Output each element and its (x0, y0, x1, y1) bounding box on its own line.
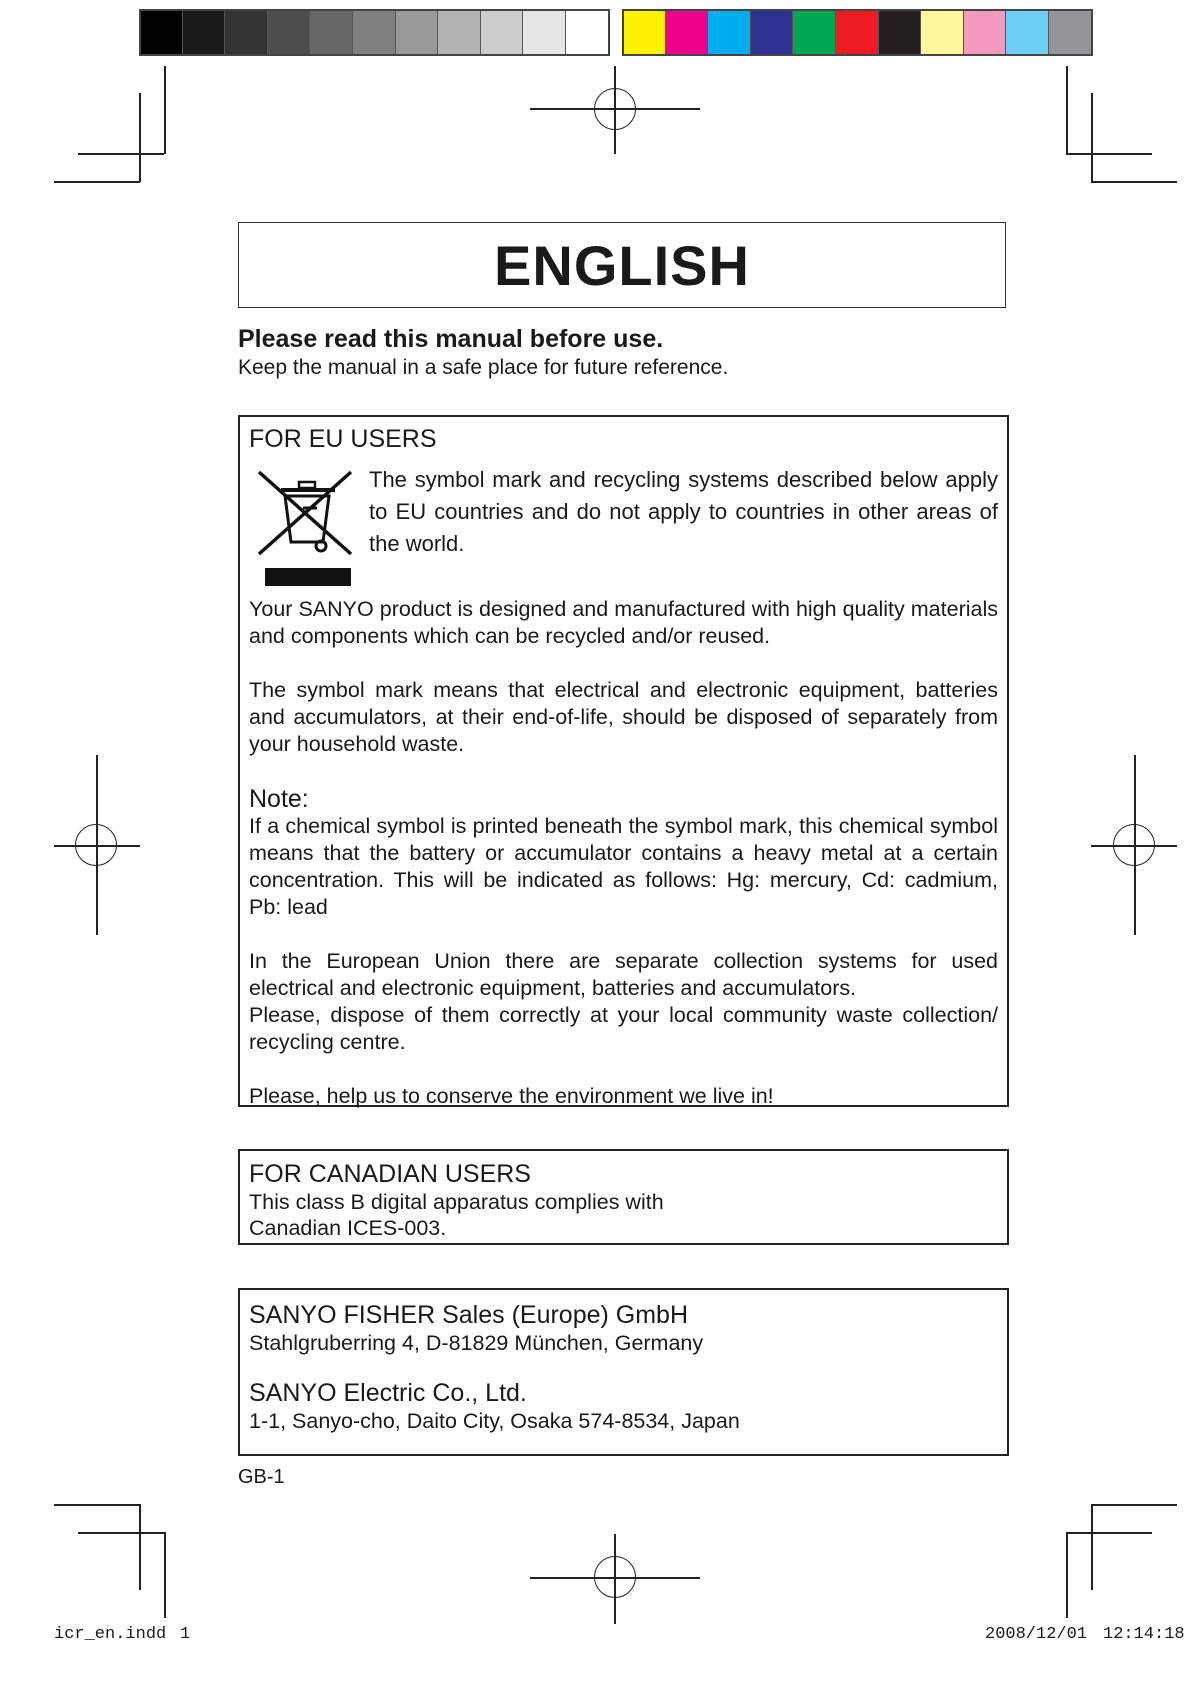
registration-circle (75, 824, 117, 866)
company-1-name: SANYO FISHER Sales (Europe) GmbH (249, 1301, 689, 1329)
intro-heading: Please read this manual before use. (238, 325, 664, 353)
canadian-users-box (238, 1149, 1009, 1245)
eu-paragraph-3: In the European Union there are separate collection systems for used electrical and electronic equipment, batteries and accumulators. (249, 949, 998, 1000)
color-swatch-frame (622, 9, 1093, 56)
crop-mark-line (1091, 93, 1093, 182)
crop-mark-line (78, 1532, 164, 1534)
crop-mark-line (54, 181, 140, 183)
crop-mark-line (1066, 1532, 1068, 1618)
crossed-out-wheelie-bin-icon (255, 468, 359, 588)
note-text: If a chemical symbol is printed beneath the symbol mark, this chemical symbol means that the battery or accumulator contains a heavy metal at a certain concentration. This will be indicated as follows: Hg: mercury, Cd: cadmium, Pb: lead (249, 814, 998, 919)
note-heading: Note: (249, 785, 309, 813)
intro-subtext: Keep the manual in a safe place for future reference. (238, 356, 729, 379)
page-title: ENGLISH (494, 234, 750, 297)
eu-paragraph-4: Please, dispose of them correctly at your local community waste collection/ recycling centre. (249, 1003, 998, 1054)
eu-paragraph-1: Your SANYO product is designed and manufactured with high quality materials and components which can be recycled and/or reused. (249, 597, 998, 648)
crop-mark-line (1091, 1504, 1177, 1506)
title-box (238, 222, 1006, 308)
footer-date: 2008/12/01 (985, 1625, 1088, 1644)
eu-paragraph-2: The symbol mark means that electrical and electronic equipment, batteries and accumulators, at their end-of-life, should be disposed of separately from your household waste. (249, 678, 998, 756)
crop-mark-line (1066, 1532, 1152, 1534)
page-number: GB-1 (238, 1466, 285, 1488)
registration-circle (594, 88, 636, 130)
eu-section-heading: FOR EU USERS (249, 425, 437, 453)
gray-swatch-frame (139, 9, 610, 56)
crop-mark-line (78, 153, 164, 155)
company-1-address: Stahlgruberring 4, D-81829 München, Germany (249, 1331, 704, 1355)
crop-mark-line (139, 1504, 141, 1590)
crop-mark-line (1066, 66, 1068, 154)
eu-users-box (238, 415, 1009, 1107)
canada-line-2: Canadian ICES-003. (249, 1216, 447, 1240)
eu-paragraph-5: Please, help us to conserve the environment we live in! (249, 1084, 774, 1108)
contact-box (238, 1288, 1009, 1456)
crop-mark-line (139, 93, 141, 182)
canada-line-1: This class B digital apparatus complies with (249, 1190, 664, 1214)
footer-page: 1 (180, 1625, 191, 1644)
company-2-address: 1-1, Sanyo-cho, Daito City, Osaka 574-8534, Japan (249, 1409, 740, 1433)
crop-mark-line (1091, 1504, 1093, 1590)
crop-mark-line (54, 1504, 140, 1506)
company-2-name: SANYO Electric Co., Ltd. (249, 1379, 527, 1407)
crop-mark-line (164, 66, 166, 154)
crop-mark-line (1066, 153, 1152, 155)
registration-circle (1113, 824, 1155, 866)
eu-symbol-text: The symbol mark and recycling systems described below apply to EU countries and do not apply to countries in other areas of the world. (369, 467, 998, 556)
registration-circle (594, 1556, 636, 1598)
crop-mark-line (1091, 181, 1177, 183)
crop-mark-line (164, 1532, 166, 1618)
eu-symbol-row (249, 464, 998, 594)
canada-section-heading: FOR CANADIAN USERS (249, 1160, 531, 1188)
footer-filename: icr_en.indd (54, 1625, 167, 1644)
footer-time: 12:14:18 (1103, 1625, 1185, 1644)
